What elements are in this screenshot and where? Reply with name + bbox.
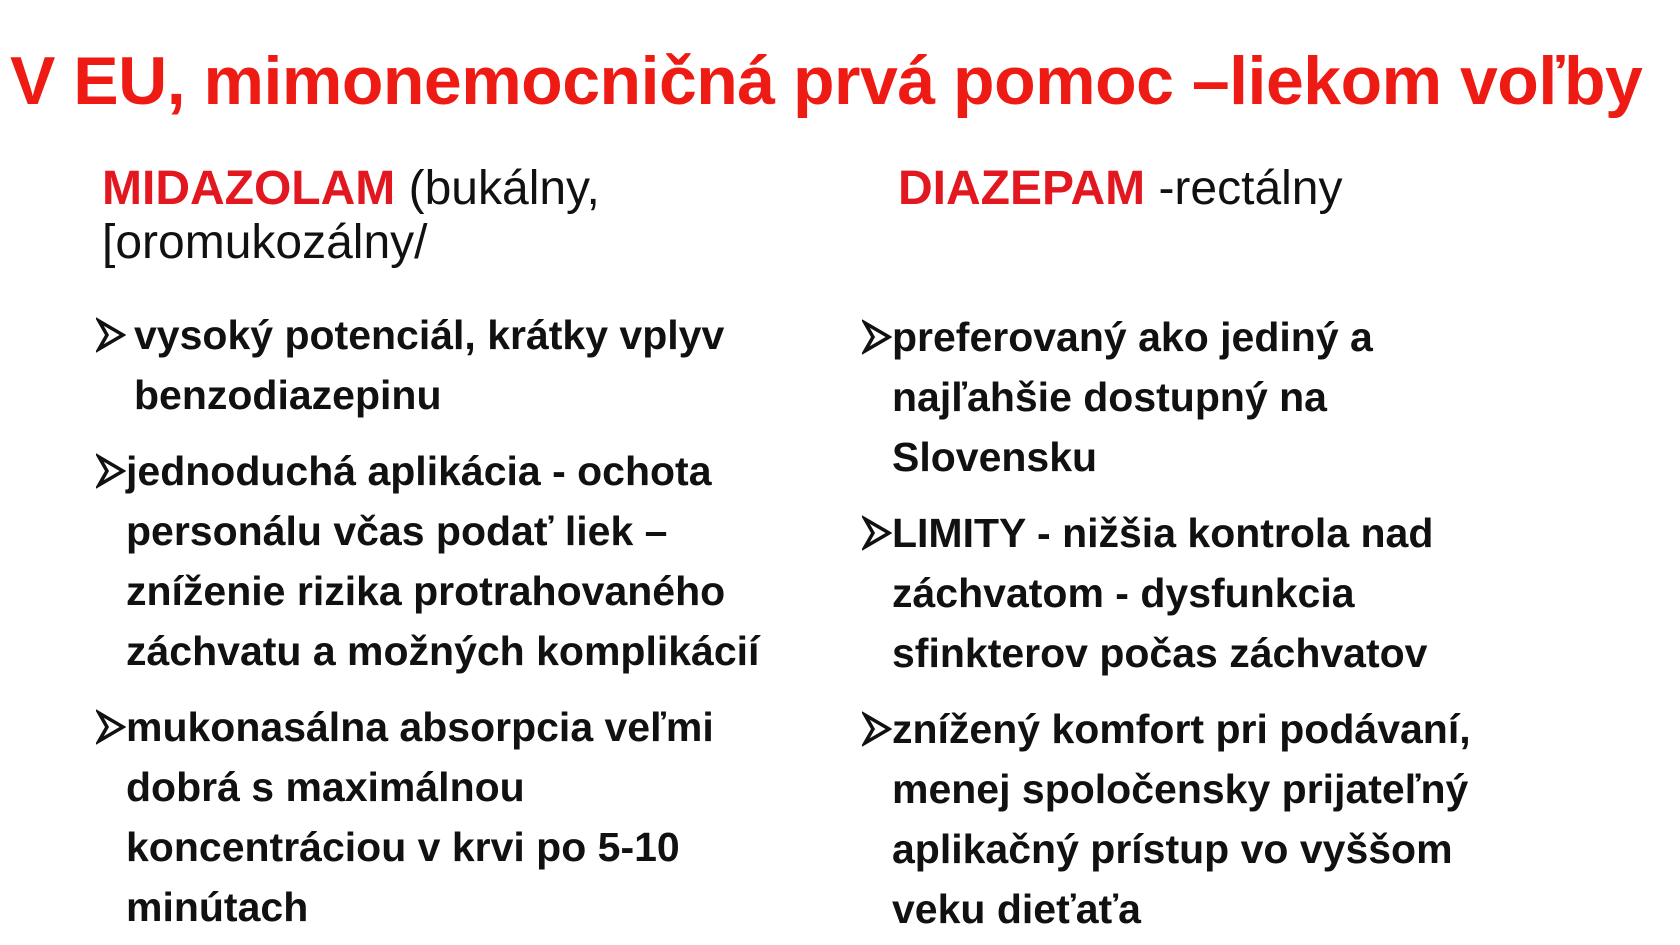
list-item	[862, 699, 1652, 939]
slide-title: V EU, mimonemocničná prvá pomoc –liekom voľby	[10, 43, 1643, 119]
bullet-text: LIMITY - nižšia kontrola nad záchvatom - dysfunkcia sfinkterov počas záchvatov	[892, 510, 1434, 676]
diazepam-bullet-list	[862, 307, 1652, 945]
list-item	[96, 441, 816, 681]
diazepam-route: -rectálny	[1145, 162, 1343, 215]
midazolam-drug-name: MIDAZOLAM	[102, 162, 396, 215]
midazolam-route-line2: [oromukozálny/	[102, 216, 428, 269]
midazolam-route-line1: (bukálny,	[395, 162, 600, 215]
list-item	[862, 503, 1652, 683]
arrowhead-bullet-icon	[862, 709, 892, 749]
arrowhead-bullet-icon	[96, 451, 126, 491]
list-item	[96, 697, 816, 937]
bullet-text: mukonasálna absorpcia veľmi dobrá s maximálnou koncentráciou v krvi po 5-10 minútach	[126, 704, 714, 930]
bullet-text: vysoký potenciál, krátky vplyv benzodiazepinu	[134, 312, 725, 418]
bullet-text: jednoduchá aplikácia - ochota personálu včas podať liek – zníženie rizika protrahovaného záchvatu a možných komplikácií	[126, 448, 760, 674]
bullet-text: znížený komfort pri podávaní, menej spoločensky prijateľný aplikačný prístup vo vyššom veku dieťaťa	[892, 706, 1471, 932]
arrowhead-bullet-icon	[862, 317, 892, 357]
bullet-text: preferovaný ako jediný a najľahšie dostupný na Slovensku	[892, 314, 1373, 480]
list-item	[96, 305, 816, 425]
diazepam-header	[898, 162, 1618, 216]
diazepam-drug-name: DIAZEPAM	[898, 162, 1146, 215]
arrowhead-bullet-icon	[96, 315, 126, 355]
midazolam-header	[102, 162, 722, 270]
list-item	[862, 307, 1652, 487]
arrowhead-bullet-icon	[96, 707, 126, 747]
arrowhead-bullet-icon	[862, 513, 892, 553]
midazolam-bullet-list	[96, 305, 816, 945]
